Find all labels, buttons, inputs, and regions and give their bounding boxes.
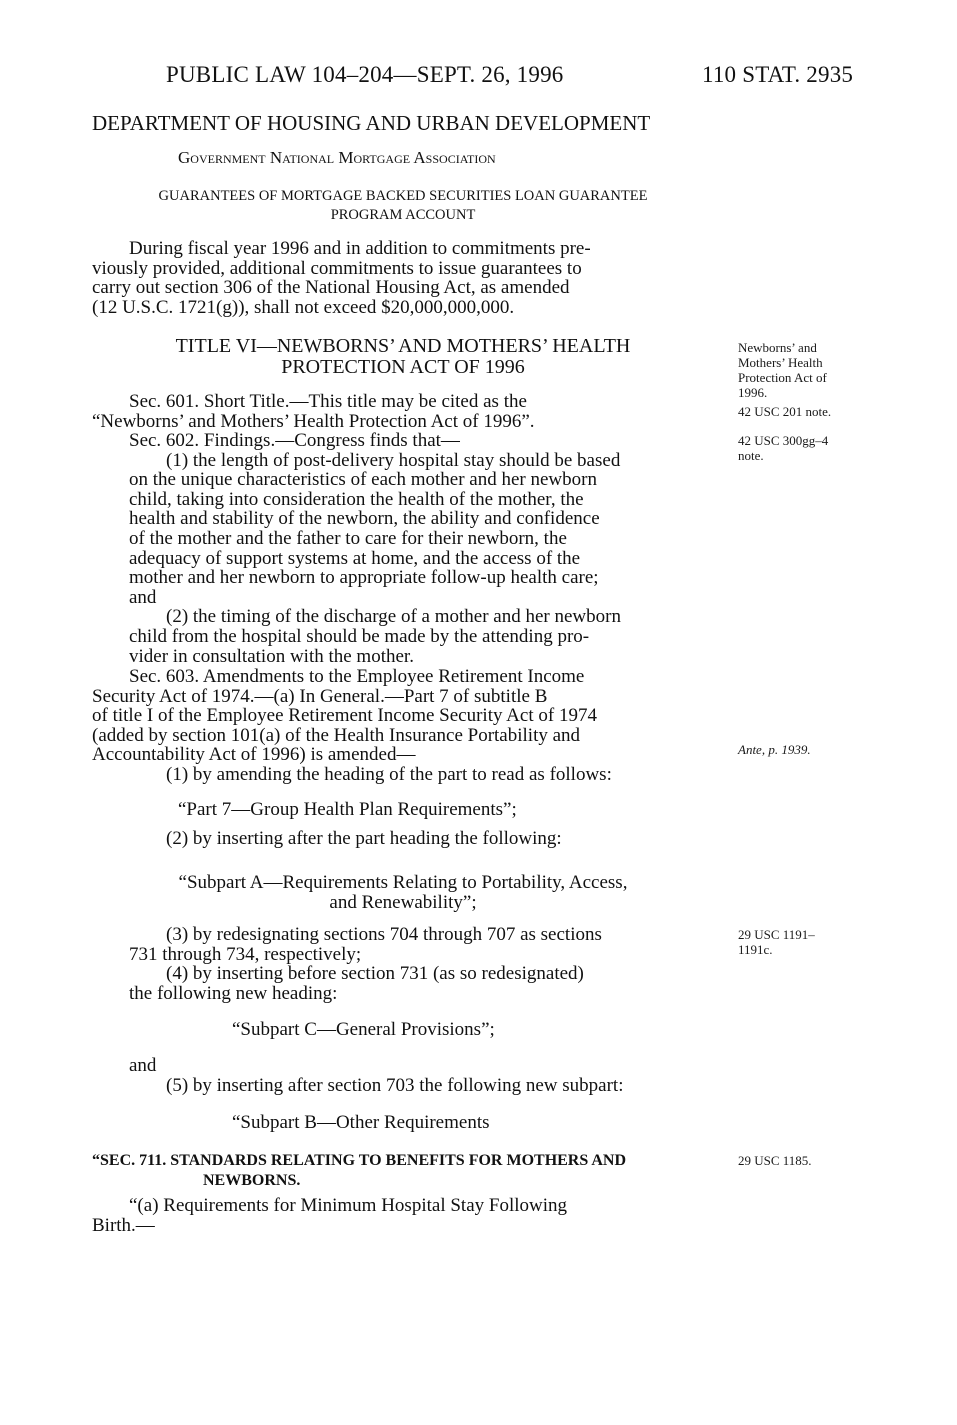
text-line: 731 through 734, respectively; (129, 943, 362, 965)
text-line: the following new heading: (129, 982, 338, 1004)
program-account-heading (88, 187, 718, 225)
section-711-a (92, 1196, 722, 1235)
section-601 (92, 392, 722, 431)
program-paragraph (92, 239, 722, 317)
text-line: NEWBORNS. (203, 1172, 301, 1189)
text-line: (3) by redesignating sections 704 through 707 as sections (166, 924, 602, 945)
text-line: (12 U.S.C. 1721(g)), shall not exceed $20,000,000,000. (92, 296, 515, 318)
text-line: 1996. (738, 385, 768, 400)
running-header-right: 110 STAT. 2935 (702, 62, 854, 87)
program-heading-line: PROGRAM ACCOUNT (330, 207, 476, 223)
text-line: “(a) Requirements for Minimum Hospital Stay Following (129, 1195, 568, 1216)
text-line: (2) the timing of the discharge of a mother and her newborn (166, 606, 621, 628)
text-line: child, taking into consideration the health of the mother, the (129, 488, 584, 510)
text-line: “Subpart A—Requirements Relating to Portability, Access, (178, 872, 628, 893)
text-line: on the unique characteristics of each mother and her newborn (129, 469, 597, 491)
and-text: and (129, 1055, 157, 1076)
text-line: Birth.— (92, 1214, 155, 1236)
program-heading-line: GUARANTEES OF MORTGAGE BACKED SECURITIES LOAN GUARANTEE (158, 188, 648, 204)
text-line: “Newborns’ and Mothers’ Health Protection Act of 1996”. (92, 410, 535, 432)
running-header-left: PUBLIC LAW 104–204—SEPT. 26, 1996 (166, 62, 564, 87)
text-line: health and stability of the newborn, the ability and confidence (129, 508, 600, 530)
amendment-2: (2) by inserting after the part heading the following: (166, 828, 562, 849)
section-602-heading: Sec. 602. Findings.—Congress finds that— (129, 430, 460, 451)
margin-note-usc-201: 42 USC 201 note. (738, 404, 832, 419)
text-line: of title I of the Employee Retirement Income Security Act of 1974 (92, 705, 597, 727)
text-line: child from the hospital should be made by the attending pro- (129, 625, 590, 647)
text-line: During fiscal year 1996 and in addition to commitments pre- (129, 238, 591, 259)
text-line: (added by section 101(a) of the Health Insurance Portability and (92, 724, 581, 746)
text-line: and (129, 586, 157, 608)
text-line: Sec. 603. Amendments to the Employee Retirement Income (129, 666, 585, 687)
text-line: note. (738, 448, 764, 463)
text-line: carry out section 306 of the National Housing Act, as amended (92, 277, 570, 299)
text-line: of the mother and the father to care for their newborn, the (129, 527, 567, 549)
title-vi-heading (88, 336, 718, 378)
section-711-heading (92, 1151, 722, 1191)
text-line: 29 USC 1191– (738, 927, 815, 942)
margin-note-usc-1185: 29 USC 1185. (738, 1153, 812, 1168)
amendment-5: (5) by inserting after section 703 the following new subpart: (166, 1075, 624, 1096)
text-line: Security Act of 1974.—(a) In General.—Part 7 of subtitle B (92, 685, 548, 707)
text-line: (1) the length of post-delivery hospital stay should be based (166, 449, 621, 471)
text-line: 1191c. (738, 942, 773, 957)
subpart-c-heading-quote: “Subpart C—General Provisions”; (232, 1019, 495, 1040)
text-line: viously provided, additional commitments to issue guarantees to (92, 257, 582, 279)
margin-note-usc-300gg (738, 433, 828, 463)
margin-note-act-name (738, 340, 827, 400)
text-line: mother and her newborn to appropriate follow-up health care; (129, 567, 599, 589)
department-heading: DEPARTMENT OF HOUSING AND URBAN DEVELOPMENT (92, 111, 651, 135)
part-7-heading-quote: “Part 7—Group Health Plan Requirements”; (178, 799, 517, 820)
section-603 (92, 667, 722, 785)
text-line: Accountability Act of 1996) is amended— (92, 744, 416, 766)
subpart-a-heading-quote (88, 873, 718, 912)
text-line: 42 USC 300gg–4 (738, 433, 829, 448)
title-heading-line: TITLE VI—NEWBORNS’ AND MOTHERS’ HEALTH (175, 335, 631, 357)
text-line: and Renewability”; (329, 891, 477, 913)
text-line: vider in consultation with the mother. (129, 645, 414, 667)
text-line: (4) by inserting before section 731 (as so redesignated) (166, 963, 584, 985)
subpart-b-heading-quote: “Subpart B—Other Requirements (232, 1112, 490, 1133)
text-line: Mothers’ Health (738, 355, 823, 370)
amendments-3-4 (92, 925, 722, 1003)
text-line: (1) by amending the heading of the part to read as follows: (166, 763, 612, 785)
text-line: Sec. 601. Short Title.—This title may be cited as the (129, 391, 527, 412)
margin-note-ante: Ante, p. 1939. (738, 742, 811, 757)
text-line: Newborns’ and (738, 340, 817, 355)
margin-note-usc-1191 (738, 927, 815, 957)
agency-heading: Government National Mortgage Association (178, 148, 496, 167)
text-line: Protection Act of (738, 370, 827, 385)
section-602 (92, 431, 722, 666)
text-line: adequacy of support systems at home, and the access of the (129, 547, 581, 569)
text-line: “SEC. 711. STANDARDS RELATING TO BENEFITS FOR MOTHERS AND (92, 1152, 627, 1169)
title-heading-line: PROTECTION ACT OF 1996 (281, 356, 525, 378)
